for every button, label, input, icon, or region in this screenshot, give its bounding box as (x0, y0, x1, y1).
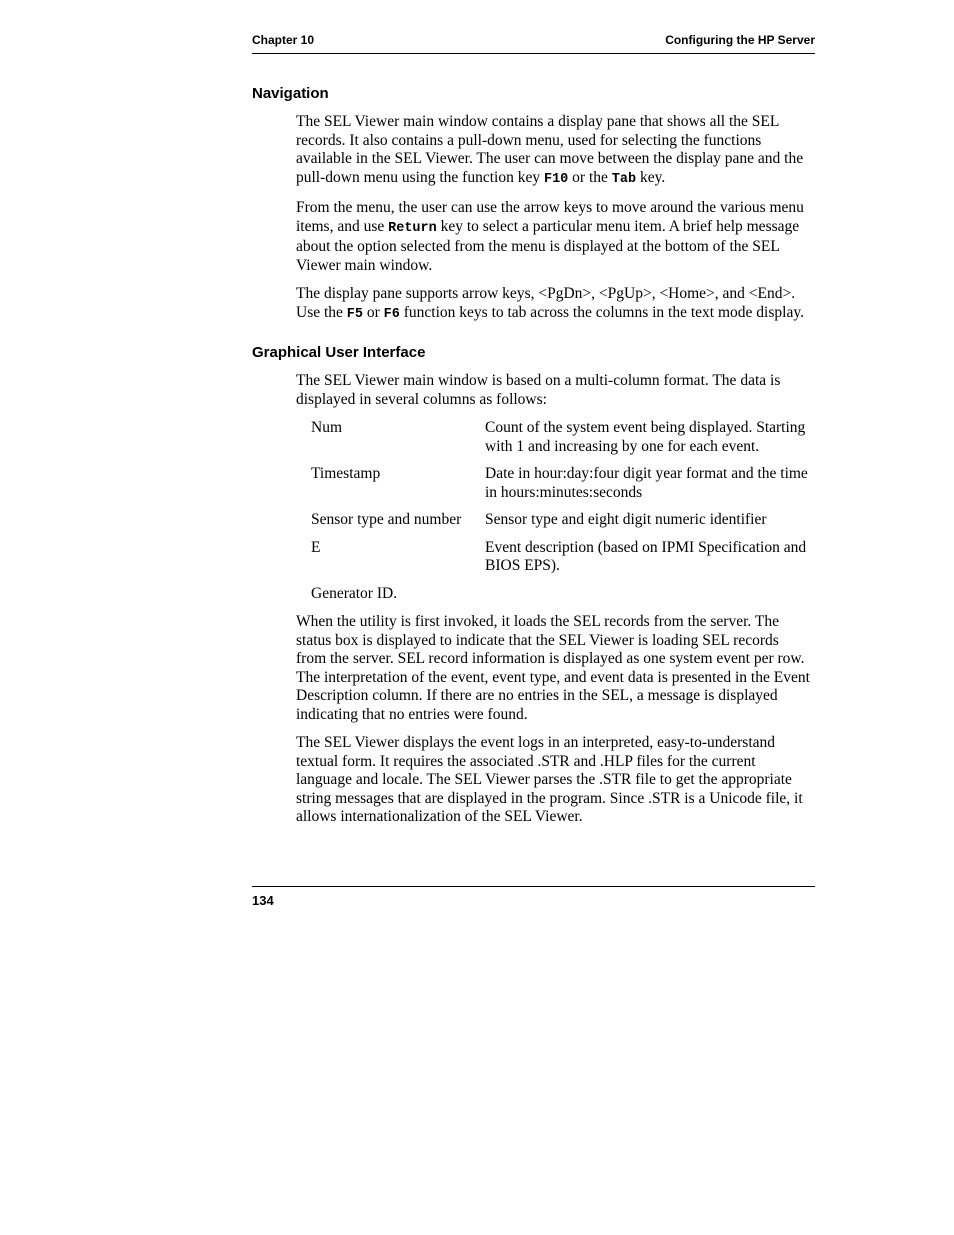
column-definition: Sensor type and eight digit numeric identifier (485, 511, 767, 528)
column-definition (485, 585, 810, 604)
section-heading-gui: Graphical User Interface (252, 344, 426, 361)
column-definition: Date in hour:day:four digit year format and the time in hours:minutes:seconds (485, 465, 808, 501)
table-row (311, 585, 815, 604)
section-heading-navigation: Navigation (252, 85, 329, 102)
paragraph-navigation-2: From the menu, the user can use the arrow keys to move around the various menu items, and use Return key to select a particular menu item. A brief help message about the option selected from the menu is displayed at the bottom of the SEL Viewer main window. (296, 199, 804, 274)
page-content (252, 85, 815, 837)
table-row (311, 465, 815, 502)
paragraph-gui-intro: The SEL Viewer main window is based on a multi-column format. The data is displayed in several columns as follows: (296, 372, 781, 408)
paragraph-gui-1: When the utility is first invoked, it loads the SEL records from the server. The status box is displayed to indicate that the SEL Viewer is loading SEL records from the server. SEL record information is displayed as one system event per row. The interpretation of the event, event type, and event data is presented in the Event Description column. If there are no entries in the SEL, a message is displayed indicating that no entries were found. (296, 613, 810, 723)
column-term: Generator ID. (311, 584, 398, 602)
page-footer (252, 886, 815, 908)
column-definition: Count of the system event being displayed. Starting with 1 and increasing by one for each event. (485, 419, 806, 455)
paragraph-navigation-3: The display pane supports arrow keys, <PgDn>, <PgUp>, <Home>, and <End>. Use the F5 or F6 function keys to tab across the columns in the text mode display. (296, 285, 804, 322)
paragraph-navigation-1: The SEL Viewer main window contains a display pane that shows all the SEL records. It also contains a pull-down menu, used for selecting the functions available in the SEL Viewer. The user can move between the display pane and the pull-down menu using the function key F10 or the Tab key. (296, 113, 804, 187)
column-term: Sensor type and number (311, 511, 462, 528)
column-term: E (311, 538, 321, 556)
table-row (311, 539, 815, 576)
column-term: Timestamp (311, 465, 381, 482)
column-definition: Event description (based on IPMI Specification and BIOS EPS). (485, 538, 807, 574)
header-document-title: Configuring the HP Server (665, 33, 815, 47)
table-row (311, 419, 815, 456)
page-number: 134 (252, 893, 274, 908)
header-chapter-label: Chapter 10 (252, 33, 315, 47)
column-term: Num (311, 419, 342, 436)
column-definition-table (311, 419, 815, 603)
paragraph-gui-2: The SEL Viewer displays the event logs in an interpreted, easy-to-understand textual form. It requires the associated .STR and .HLP files for the current language and locale. The SEL Viewer parses the .STR file to get the appropriate string messages that are displayed in the program. Since .STR is a Unicode file, it allows internationalization of the SEL Viewer. (296, 734, 803, 825)
page-header (252, 33, 815, 54)
table-row (311, 511, 815, 530)
